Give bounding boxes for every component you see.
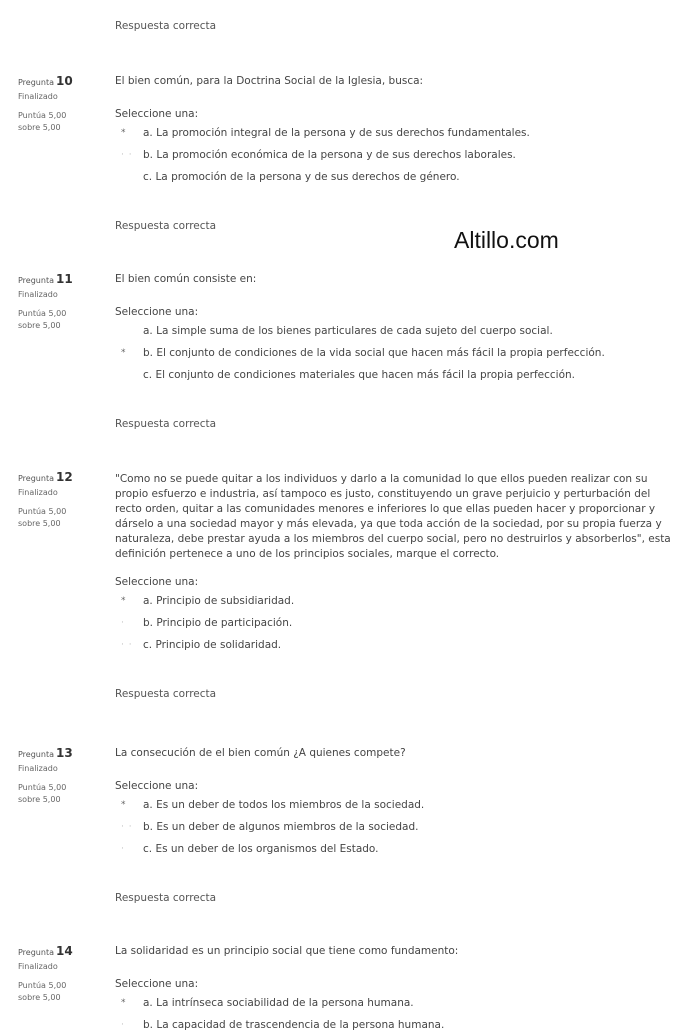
answer-option[interactable] bbox=[115, 320, 680, 342]
answer-label: b. Principio de participación. bbox=[143, 617, 293, 629]
answer-marker-icon: · bbox=[121, 1020, 125, 1030]
selected-answer-marker-icon: * bbox=[121, 128, 126, 138]
question-number: 10 bbox=[55, 74, 73, 88]
question-info bbox=[18, 470, 98, 530]
answer-option[interactable] bbox=[115, 816, 680, 838]
answer-feedback: Respuesta correcta bbox=[115, 688, 217, 700]
answer-marker-icon: · bbox=[121, 618, 125, 628]
question-content bbox=[115, 746, 680, 904]
question-number: 11 bbox=[55, 272, 73, 286]
question-number-label: Pregunta 12 bbox=[18, 470, 73, 484]
answer-label: b. La promoción económica de la persona y de sus derechos laborales. bbox=[143, 149, 516, 161]
question-grade: Puntúa 5,00 sobre 5,00 bbox=[18, 783, 67, 804]
selected-answer-marker-icon: * bbox=[121, 596, 126, 606]
question-number-label: Pregunta 13 bbox=[18, 746, 73, 760]
question-number: 14 bbox=[55, 944, 73, 958]
answer-marker-icon: · · bbox=[121, 640, 133, 650]
answer-option[interactable] bbox=[115, 612, 680, 634]
answer-label: b. La capacidad de trascendencia de la persona humana. bbox=[143, 1019, 445, 1031]
question-info bbox=[18, 746, 98, 806]
question-content bbox=[115, 272, 680, 430]
answer-list bbox=[115, 122, 680, 188]
answer-feedback: Respuesta correcta bbox=[115, 418, 217, 430]
answer-option[interactable] bbox=[115, 838, 680, 860]
select-prompt: Seleccione una: bbox=[115, 576, 199, 588]
answer-list bbox=[115, 320, 680, 386]
answer-label: c. Principio de solidaridad. bbox=[143, 639, 282, 651]
question-content bbox=[115, 74, 680, 232]
question-state: Finalizado bbox=[18, 92, 58, 101]
question-state: Finalizado bbox=[18, 488, 58, 497]
answer-label: c. La promoción de la persona y de sus derechos de género. bbox=[143, 171, 460, 183]
question-text: El bien común consiste en: bbox=[115, 273, 257, 285]
answer-label: b. El conjunto de condiciones de la vida social que hacen más fácil la propia perfección. bbox=[143, 347, 605, 359]
question-grade: Puntúa 5,00 sobre 5,00 bbox=[18, 111, 67, 132]
question-state: Finalizado bbox=[18, 962, 58, 971]
question-grade: Puntúa 5,00 sobre 5,00 bbox=[18, 309, 67, 330]
question-text: El bien común, para la Doctrina Social de la Iglesia, busca: bbox=[115, 75, 424, 87]
question-content bbox=[115, 944, 680, 1036]
answer-label: a. La promoción integral de la persona y de sus derechos fundamentales. bbox=[143, 127, 530, 139]
question-grade: Puntúa 5,00 sobre 5,00 bbox=[18, 981, 67, 1002]
question-text: La solidaridad es un principio social que tiene como fundamento: bbox=[115, 945, 459, 957]
selected-answer-marker-icon: * bbox=[121, 998, 126, 1008]
question-text: "Como no se puede quitar a los individuos y darlo a la comunidad lo que ellos pueden realizar con su propio esfuerzo e industria, así tampoco es justo, constituyendo un grave perjuicio y perturbación del recto orden, quitar a las comunidades menores e inferiores lo que ellas pueden hacer y proporcionar y dárselo a una sociedad mayor y más elevada, ya que toda acción de la sociedad, por su propia fuerza y naturaleza, debe prestar ayuda a los miembros del cuerpo social, pero no destruirlos y absorberlos", esta definición pertenece a uno de los principios sociales, marque el correcto. bbox=[115, 473, 671, 560]
answer-feedback: Respuesta correcta bbox=[115, 20, 217, 32]
selected-answer-marker-icon: * bbox=[121, 800, 126, 810]
answer-list bbox=[115, 590, 680, 656]
question-content bbox=[115, 472, 680, 700]
select-prompt: Seleccione una: bbox=[115, 108, 199, 120]
watermark-text: Altillo.com bbox=[454, 227, 559, 253]
selected-answer-marker-icon: * bbox=[121, 348, 126, 358]
answer-option[interactable] bbox=[115, 634, 680, 656]
question-number: 13 bbox=[55, 746, 73, 760]
answer-marker-icon: · · bbox=[121, 150, 133, 160]
answer-option[interactable] bbox=[115, 364, 680, 386]
answer-marker-icon: · bbox=[121, 844, 125, 854]
answer-list bbox=[115, 992, 680, 1036]
question-state: Finalizado bbox=[18, 290, 58, 299]
answer-option[interactable] bbox=[115, 166, 680, 188]
answer-option[interactable] bbox=[115, 992, 680, 1014]
answer-option[interactable] bbox=[115, 590, 680, 612]
answer-label: c. El conjunto de condiciones materiales que hacen más fácil la propia perfección. bbox=[143, 369, 575, 381]
question-grade: Puntúa 5,00 sobre 5,00 bbox=[18, 507, 67, 528]
answer-list bbox=[115, 794, 680, 860]
question-state: Finalizado bbox=[18, 764, 58, 773]
question-number-label: Pregunta 10 bbox=[18, 74, 73, 88]
question-info bbox=[18, 74, 98, 134]
answer-label: a. Es un deber de todos los miembros de la sociedad. bbox=[143, 799, 425, 811]
question-info bbox=[18, 272, 98, 332]
answer-option[interactable] bbox=[115, 794, 680, 816]
question-number-label: Pregunta 14 bbox=[18, 944, 73, 958]
answer-label: a. Principio de subsidiaridad. bbox=[143, 595, 295, 607]
select-prompt: Seleccione una: bbox=[115, 780, 199, 792]
answer-label: c. Es un deber de los organismos del Estado. bbox=[143, 843, 379, 855]
question-number-label: Pregunta 11 bbox=[18, 272, 73, 286]
select-prompt: Seleccione una: bbox=[115, 306, 199, 318]
answer-label: a. La intrínseca sociabilidad de la persona humana. bbox=[143, 997, 414, 1009]
answer-feedback: Respuesta correcta bbox=[115, 220, 217, 232]
question-text: La consecución de el bien común ¿A quienes compete? bbox=[115, 747, 406, 759]
answer-option[interactable] bbox=[115, 144, 680, 166]
answer-label: b. Es un deber de algunos miembros de la sociedad. bbox=[143, 821, 419, 833]
select-prompt: Seleccione una: bbox=[115, 978, 199, 990]
question-info bbox=[18, 944, 98, 1004]
answer-option[interactable] bbox=[115, 122, 680, 144]
question-number: 12 bbox=[55, 470, 73, 484]
answer-label: a. La simple suma de los bienes particulares de cada sujeto del cuerpo social. bbox=[143, 325, 553, 337]
answer-option[interactable] bbox=[115, 342, 680, 364]
answer-marker-icon: · · bbox=[121, 822, 133, 832]
answer-feedback: Respuesta correcta bbox=[115, 892, 217, 904]
